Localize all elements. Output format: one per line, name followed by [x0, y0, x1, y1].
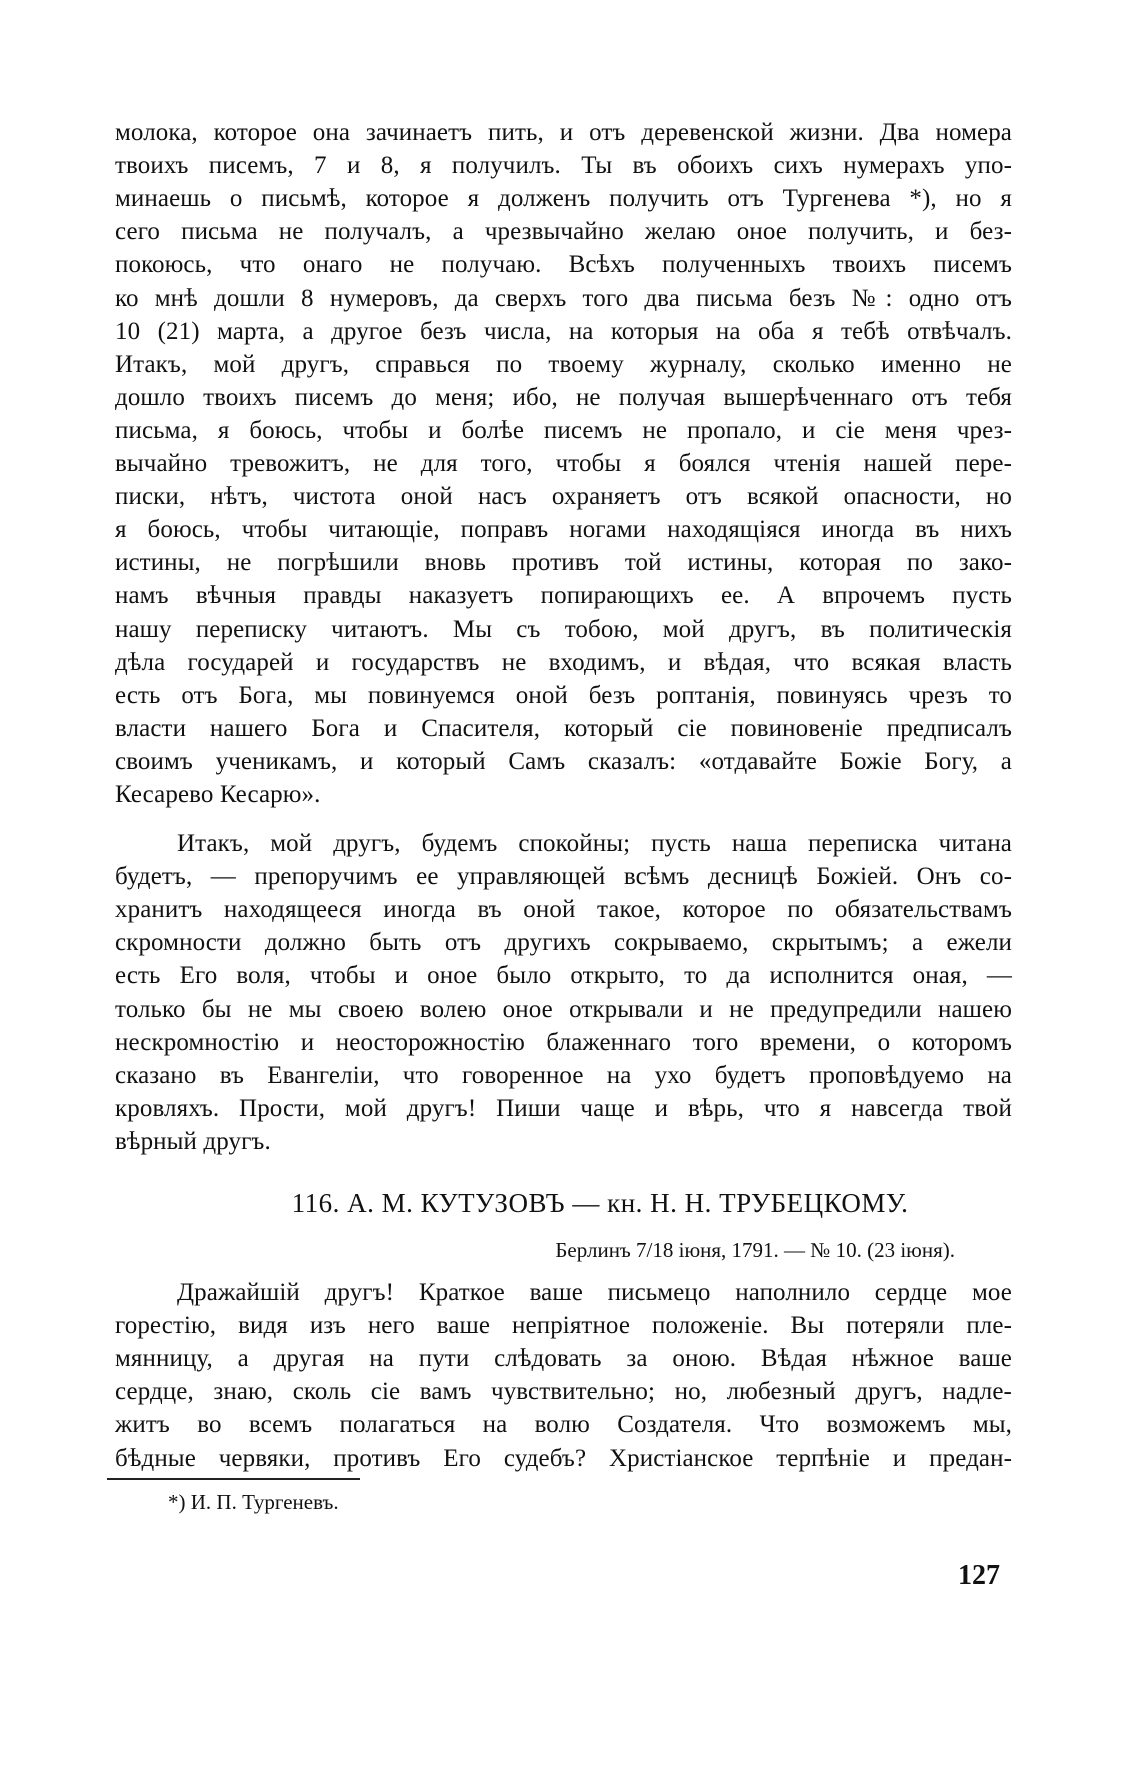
text-line: кровляхъ. Прости, мой другъ! Пиши чаще и вѣрь, что я навсегда твой	[115, 1094, 1012, 1122]
text-line: дошло твоихъ писемъ до меня; ибо, не получая вышерѣченнаго отъ тебя	[115, 383, 1012, 411]
text-line: Итакъ, мой другъ, будемъ спокойны; пусть наша переписка читана	[177, 830, 1012, 857]
text-line: вычайно тревожитъ, не для того, чтобы я боялся чтенія нашей пере-	[115, 450, 1012, 477]
text-line: сердце, знаю, сколь сіе вамъ чувствительно; но, любезный другъ, надле-	[115, 1378, 1012, 1406]
text-line: житъ во всемъ полагаться на волю Создателя. Что возможемъ мы,	[115, 1411, 1012, 1439]
text-line: хранитъ находящееся иногда въ оной такое, которое по обязательствамъ	[115, 896, 1012, 924]
letter-heading: 116. А. М. КУТУЗОВЪ — кн. Н. Н. ТРУБЕЦКОМУ.	[291, 1188, 909, 1218]
text-line: покоюсь, что онаго не получаю. Всѣхъ полученныхъ твоихъ писемъ	[115, 251, 1012, 279]
text-line: Дражайшій другъ! Краткое ваше письмецо наполнило сердце мое	[177, 1279, 1012, 1306]
text-line: нашу переписку читаютъ. Мы съ тобою, мой другъ, въ политическія	[115, 615, 1012, 643]
text-line: намъ вѣчныя правды наказуетъ попирающихъ ее. А впрочемъ пусть	[115, 582, 1012, 610]
text-line: сказано въ Евангеліи, что говоренное на ухо будетъ проповѣдуемо на	[115, 1061, 1012, 1089]
text-line: есть отъ Бога, мы повинуемся оной безъ роптанія, повинуясь чрезъ то	[115, 681, 1012, 709]
text-line: Итакъ, мой другъ, справься по твоему журналу, сколько именно не	[115, 350, 1012, 378]
text-line: ко мнѣ дошли 8 нумеровъ, да сверхъ того два письма безъ №: одно отъ	[115, 284, 1012, 312]
text-line: письма, я боюсь, чтобы и болѣе писемъ не пропало, и сіе меня чрез-	[115, 416, 1012, 444]
page-number: 127	[958, 1560, 1000, 1591]
text-line: дѣла государей и государствъ не входимъ, и вѣдая, что всякая власть	[115, 648, 1012, 676]
text-line: только бы не мы своею волею оное открывали и не предупредили нашею	[115, 995, 1012, 1023]
text-line: истины, не погрѣшили вновь противъ той истины, которая по зако-	[115, 549, 1012, 577]
text-line: сего письма не получалъ, а чрезвычайно желаю оное получить, и без-	[115, 218, 1012, 246]
text-line: 10 (21) марта, а другое безъ числа, на которыя на оба я тебѣ отвѣчалъ.	[115, 317, 1012, 345]
text-line: скромности должно быть отъ другихъ сокрываемо, скрытымъ; а ежели	[115, 929, 1012, 957]
text-line: мянницу, а другая на пути слѣдовать за оною. Вѣдая нѣжное ваше	[115, 1345, 1012, 1373]
text-line: будетъ, — препоручимъ ее управляющей всѣмъ десницѣ Божіей. Онъ со-	[115, 863, 1012, 891]
footnote-divider	[107, 1478, 360, 1480]
text-line: я боюсь, чтобы читающіе, поправъ ногами находящіяся иногда въ нихъ	[115, 516, 1012, 544]
text-line: писки, нѣтъ, чистота оной насъ охраняетъ отъ всякой опасности, но	[115, 483, 1012, 511]
text-line: минаешь о письмѣ, которое я долженъ получить отъ Тургенева *), но я	[115, 185, 1012, 213]
text-line: своимъ ученикамъ, и который Самъ сказалъ: «отдавайте Божіе Богу, а	[115, 747, 1012, 775]
footnote: *) И. П. Тургеневъ.	[168, 1490, 339, 1514]
text-line: бѣдные червяки, противъ Его судебъ? Христіанское терпѣніе и предан-	[115, 1444, 1012, 1472]
text-line: твоихъ писемъ, 7 и 8, я получилъ. Ты въ обоихъ сихъ нумерахъ упо-	[115, 152, 1012, 180]
text-line: вѣрный другъ.	[115, 1127, 271, 1155]
text-line: Кесарево Кесарю».	[115, 781, 321, 808]
text-line: горестію, видя изъ него ваше непріятное положеніе. Вы потеряли пле-	[115, 1312, 1012, 1340]
text-line: нескромностію и неосторожностію блаженнаго того времени, о которомъ	[115, 1028, 1012, 1056]
text-line: есть Его воля, чтобы и оное было открыто, то да исполнится оная, —	[115, 962, 1012, 990]
text-line: молока, которое она зачинаетъ пить, и отъ деревенской жизни. Два номера	[115, 119, 1012, 146]
text-line: власти нашего Бога и Спасителя, который сіе повиновеніе предписалъ	[115, 714, 1012, 742]
letter-dateline: Берлинъ 7/18 іюня, 1791. — № 10. (23 іюня).	[555, 1238, 955, 1262]
